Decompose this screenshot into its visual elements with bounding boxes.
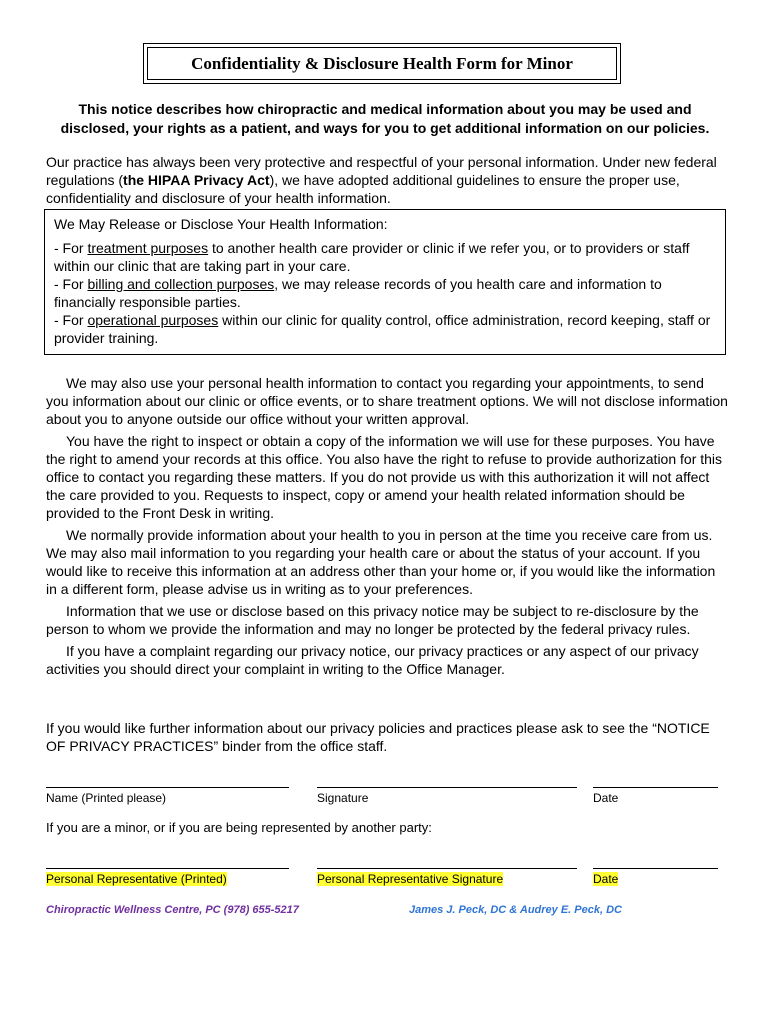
rep-signature-highlight: Personal Representative Signature	[317, 872, 504, 886]
signature-label: Signature	[317, 791, 369, 805]
notice-text: This notice describes how chiropractic and medical information about you may be used and disclosed, your rights as a patient, and ways for you to get additional information on our policies.	[60, 101, 710, 136]
intro-bold: the HIPAA Privacy Act	[123, 172, 270, 188]
date-line[interactable]	[593, 787, 718, 788]
footer-clinic: Chiropractic Wellness Centre, PC (978) 655-5217	[46, 904, 299, 916]
rep-date-line[interactable]	[593, 868, 718, 869]
release-heading: We May Release or Disclose Your Health Information:	[54, 216, 388, 232]
rep-date-highlight: Date	[593, 872, 619, 886]
release-item-treatment	[54, 239, 716, 275]
item-prefix: - For	[54, 312, 88, 328]
rep-date-label	[593, 872, 618, 886]
rep-printed-highlight: Personal Representative (Printed)	[46, 872, 227, 886]
further-info: If you would like further information about our privacy policies and practices please ask to see the “NOTICE OF PRIVACY PRACTICES” binder from the office staff.	[46, 720, 710, 754]
item-rest: within our clinic for quality control, office administration, record keeping, staff or provider training.	[54, 312, 711, 346]
release-item-billing	[54, 275, 716, 311]
rep-printed-line[interactable]	[46, 868, 289, 869]
signature-line[interactable]	[317, 787, 577, 788]
intro-after: ), we have adopted additional guidelines to ensure the proper use, confidentiality and disclosure of your health information.	[46, 172, 680, 206]
rep-printed-label	[46, 872, 227, 886]
item-rest: to another health care provider or clinic if we refer you, or to providers or staff within our clinic that are taking part in your care.	[54, 240, 690, 274]
release-item-operational	[54, 311, 716, 347]
minor-text: If you are a minor, or if you are being represented by another party:	[46, 820, 432, 835]
paragraph-rights: You have the right to inspect or obtain a copy of the information we will use for these purposes. You have the right to amend your records at this office. You also have the right to refuse to provide authorization for this office to contact you regarding these matters. If you do not provide us with this authorization it will not affect the care provided to you. Requests to inspect, copy or amend your health related information should be provided to the Front Desk in writing.	[46, 433, 723, 521]
release-disclosure-box	[44, 209, 726, 355]
intro-before: Our practice has always been very protective and respectful of your personal information. Under new federal regulations (	[46, 154, 717, 188]
item-underlined: treatment purposes	[87, 240, 209, 256]
title-box	[143, 43, 621, 84]
rep-signature-label	[317, 872, 503, 886]
name-label: Name (Printed please)	[46, 791, 167, 805]
paragraph-contact: We may also use your personal health information to contact you regarding your appointments, to send you information about our clinic or office events, or to share treatment options. We will not disclose information about you to anyone outside our office without your written approval.	[46, 375, 728, 427]
paragraph-complaint: If you have a complaint regarding our privacy notice, our privacy practices or any aspect of our privacy activities you should direct your complaint in writing to the Office Manager.	[46, 643, 699, 677]
item-prefix: - For	[54, 240, 88, 256]
item-rest: , we may release records of you health care and information to financially responsible parties.	[54, 276, 662, 310]
form-title: Confidentiality & Disclosure Health Form for Minor	[147, 47, 617, 80]
item-underlined: billing and collection purposes	[87, 276, 275, 292]
footer-doctors: James J. Peck, DC & Audrey E. Peck, DC	[409, 904, 622, 916]
paragraph-redisclosure: Information that we use or disclose based on this privacy notice may be subject to re-disclosure by the person to whom we provide the information and may no longer be protected by the federal privacy rules.	[46, 603, 699, 637]
rep-signature-line[interactable]	[317, 868, 577, 869]
name-line[interactable]	[46, 787, 289, 788]
body-paragraphs	[46, 374, 728, 682]
date-label: Date	[593, 791, 619, 805]
item-prefix: - For	[54, 276, 88, 292]
paragraph-provide-info: We normally provide information about your health to you in person at the time you receive care from us. We may also mail information to you regarding your health care or about the status of your account. If you would like to receive this information at an address other than your home or, if you would like the information in a different form, please advise us in writing as to your preferences.	[46, 527, 716, 597]
intro-paragraph	[46, 153, 726, 207]
item-underlined: operational purposes	[87, 312, 219, 328]
